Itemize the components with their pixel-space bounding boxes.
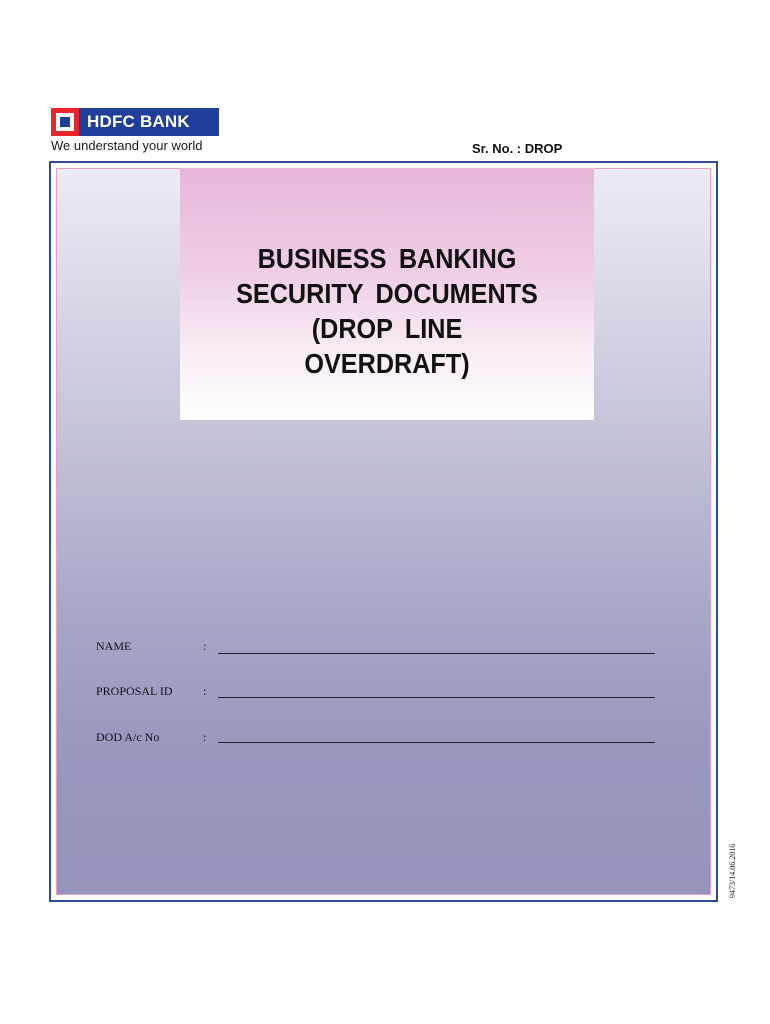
bank-name: HDFC BANK [79,108,219,136]
title-panel [180,168,594,420]
title-line-3: (DROP LINE [311,313,463,344]
dod-account-label: DOD A/c No [96,730,160,744]
hdfc-logo-icon [51,108,79,136]
form-code: 9473/14.06.2016 [728,843,737,898]
hdfc-logo [51,108,219,136]
title-line-1: BUSINESS BANKING [257,243,517,274]
dod-account-colon: : [203,730,207,744]
dod-account-field[interactable] [218,742,655,743]
name-colon: : [203,639,207,653]
proposal-id-colon: : [203,684,207,698]
title-line-2: SECURITY DOCUMENTS [236,278,538,309]
serial-number: Sr. No. : DROP [472,141,563,156]
document-title [201,241,574,381]
title-line-4: OVERDRAFT) [304,348,470,379]
proposal-id-label: PROPOSAL ID [96,684,173,698]
bank-tagline: We understand your world [51,138,203,153]
name-field[interactable] [218,653,655,654]
proposal-id-field[interactable] [218,697,655,698]
name-label: NAME [96,639,132,653]
